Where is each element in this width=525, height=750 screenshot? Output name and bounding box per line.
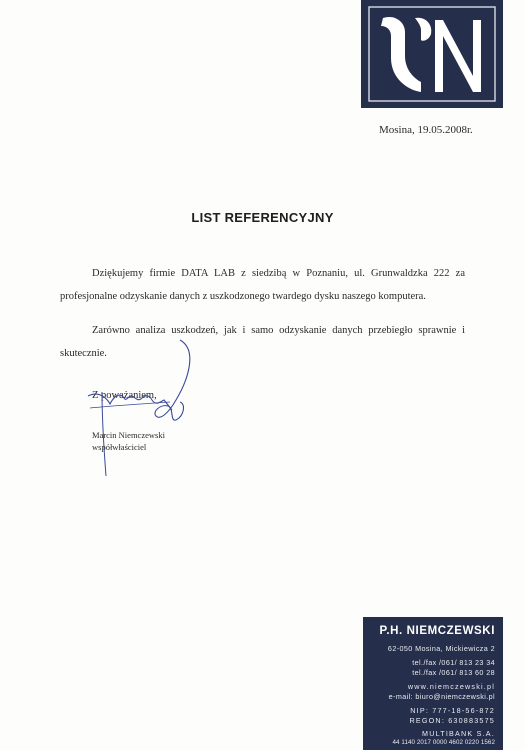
company-www: www.niemczewski.pl: [407, 682, 495, 691]
company-logo: [361, 0, 503, 108]
company-email: e-mail: biuro@niemczewski.pl: [388, 692, 495, 701]
signer-name: Marcin Niemczewski: [92, 430, 165, 440]
wrench-n-logo-icon: [361, 0, 503, 108]
letter-title: LIST REFERENCYJNY: [191, 210, 334, 225]
paragraph-thanks: [60, 262, 465, 308]
letter-date: Mosina, 19.05.2008r.: [379, 124, 473, 136]
paragraph-thanks-text: Dziękujemy firmie DATA LAB z siedzibą w Poznaniu, ul. Grunwaldzka 222 za profesjonalne odzyskanie danych z uszkodzonego twardego dysku naszego komputera.: [60, 268, 465, 302]
company-account: 44 1140 2017 0000 4602 0220 1562: [392, 739, 495, 746]
signer-role: współwłaściciel: [92, 442, 147, 452]
paragraph-evaluation-text: Zarówno analiza uszkodzeń, jak i samo odzyskanie danych przebiegło sprawnie i skutecznie.: [60, 325, 465, 359]
company-name: P.H. NIEMCZEWSKI: [379, 625, 495, 637]
company-nip: NIP: 777-18-56-872: [410, 706, 495, 715]
company-tel-2: tel./fax /061/ 813 60 28: [412, 668, 495, 677]
company-regon: REGON: 630883575: [409, 716, 495, 725]
closing-phrase: Z poważaniem,: [92, 390, 157, 401]
company-address: 62-050 Mosina, Mickiewicza 2: [387, 644, 495, 653]
company-tel-1: tel./fax /061/ 813 23 34: [412, 658, 495, 667]
company-info-box: [363, 617, 503, 750]
handwritten-signature-icon: [80, 330, 210, 480]
company-bank: MULTIBANK S.A.: [422, 729, 495, 738]
